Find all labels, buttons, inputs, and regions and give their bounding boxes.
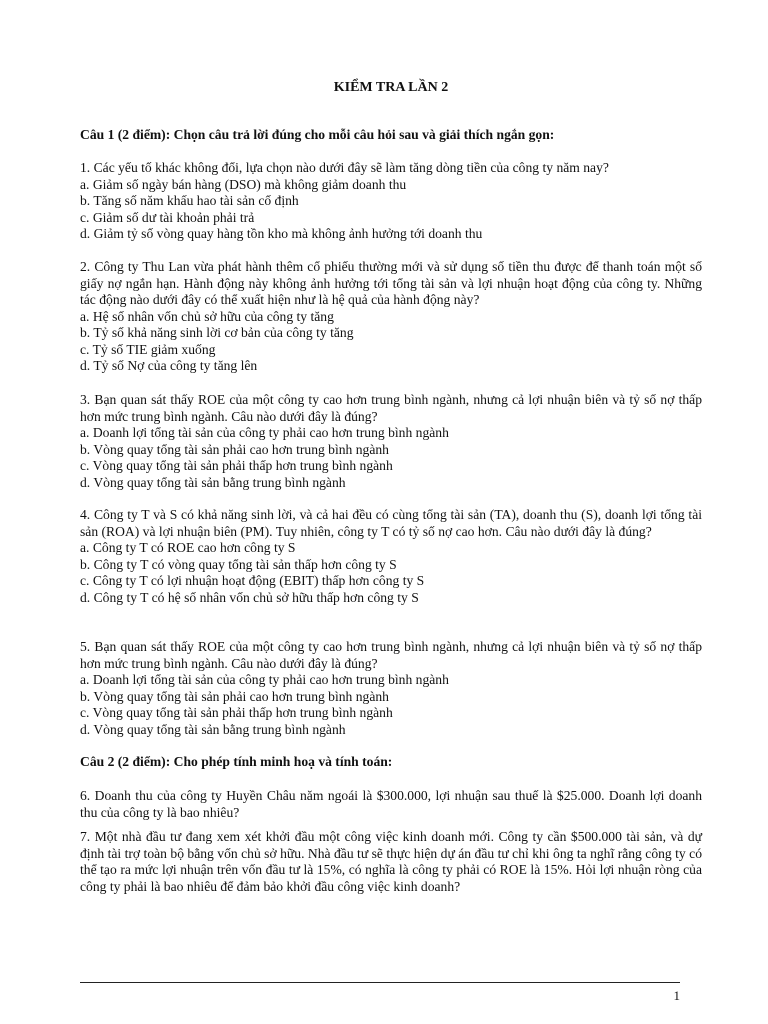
option-d: d. Vòng quay tổng tài sản bằng trung bình ngành <box>80 721 346 737</box>
option-c: c. Tỷ số TIE giảm xuống <box>80 341 216 357</box>
option-a: a. Doanh lợi tổng tài sản của công ty phải cao hơn trung bình ngành <box>80 425 449 440</box>
option-d: d. Tỷ số Nợ của công ty tăng lên <box>80 358 258 373</box>
option-a: a. Công ty T có ROE cao hơn công ty S <box>80 540 296 555</box>
question-text: 2. Công ty Thu Lan vừa phát hành thêm cổ phiếu thường mới và sử dụng số tiền thu được để thanh toán một số giấy nợ ngắn hạn. Hành động này không ảnh hưởng tới tổng tài sản và lợi nhuận hoạt động của công ty. Những tác động nào dưới đây có thể xuất hiện như là hệ quả của hành động này? <box>80 259 702 307</box>
question-2 <box>80 259 702 375</box>
question-5 <box>80 639 702 738</box>
document-title: KIỂM TRA LẦN 2 <box>333 80 449 95</box>
section-heading-2: Câu 2 (2 điểm): Cho phép tính minh hoạ và tính toán: <box>80 754 393 769</box>
option-c: c. Vòng quay tổng tài sản phải thấp hơn trung bình ngành <box>80 705 393 720</box>
question-6 <box>80 788 702 821</box>
option-b: b. Tăng số năm khấu hao tài sản cố định <box>80 193 299 208</box>
question-7 <box>80 829 702 895</box>
question-text: 6. Doanh thu của công ty Huyền Châu năm ngoái là $300.000, lợi nhuận sau thuế là $25.000. Doanh lợi doanh thu của công ty là bao nhiêu? <box>80 788 702 820</box>
option-c: c. Giảm số dư tài khoản phải trả <box>80 209 255 225</box>
question-1 <box>80 160 702 243</box>
option-a: a. Giảm số ngày bán hàng (DSO) mà không giảm doanh thu <box>80 176 407 192</box>
question-text: 7. Một nhà đầu tư đang xem xét khởi đầu một công việc kinh doanh mới. Công ty cần $500.000 tài sản, và dự định tài trợ toàn bộ bằng vốn chủ sở hữu. Nhà đầu tư sẽ thực hiện dự án đầu tư chỉ khi ông ta nghĩ rằng công ty có thể tạo ra mức lợi nhuận trên vốn đầu tư là 15%, có nghĩa là công ty phải có ROE là 15%. Hỏi lợi nhuận ròng của công ty phải là bao nhiêu để đảm bảo khởi đầu công việc kinh doanh? <box>80 829 702 894</box>
option-a: a. Doanh lợi tổng tài sản của công ty phải cao hơn trung bình ngành <box>80 672 449 687</box>
question-text: 1. Các yếu tố khác không đổi, lựa chọn nào dưới đây sẽ làm tăng dòng tiền của công ty năm nay? <box>80 160 609 175</box>
question-text: 5. Bạn quan sát thấy ROE của một công ty cao hơn trung bình ngành, nhưng cả lợi nhuận biên và tỷ số nợ thấp hơn mức trung bình ngành. Câu nào dưới đây là đúng? <box>80 639 702 671</box>
question-text: 3. Bạn quan sát thấy ROE của một công ty cao hơn trung bình ngành, nhưng cả lợi nhuận biên và tỷ số nợ thấp hơn mức trung bình ngành. Câu nào dưới đây là đúng? <box>80 392 702 424</box>
option-d: d. Công ty T có hệ số nhân vốn chủ sở hữu thấp hơn công ty S <box>80 589 419 605</box>
option-b: b. Vòng quay tổng tài sản phải cao hơn trung bình ngành <box>80 441 389 457</box>
option-d: d. Vòng quay tổng tài sản bằng trung bình ngành <box>80 474 346 490</box>
document-page <box>80 0 702 1024</box>
section-heading-1: Câu 1 (2 điểm): Chọn câu trả lời đúng cho mỗi câu hỏi sau và giải thích ngắn gọn: <box>80 127 555 142</box>
page-number: 1 <box>673 988 680 1003</box>
option-c: c. Công ty T có lợi nhuận hoạt động (EBIT) thấp hơn công ty S <box>80 573 425 588</box>
option-b: b. Công ty T có vòng quay tổng tài sản thấp hơn công ty S <box>80 556 397 572</box>
option-a: a. Hệ số nhân vốn chủ sở hữu của công ty tăng <box>80 308 334 324</box>
question-3 <box>80 392 702 491</box>
option-d: d. Giảm tỷ số vòng quay hàng tồn kho mà không ảnh hưởng tới doanh thu <box>80 226 483 241</box>
option-c: c. Vòng quay tổng tài sản phải thấp hơn trung bình ngành <box>80 458 393 473</box>
footer-divider <box>80 982 680 983</box>
option-b: b. Tỷ số khả năng sinh lời cơ bản của công ty tăng <box>80 325 354 340</box>
option-b: b. Vòng quay tổng tài sản phải cao hơn trung bình ngành <box>80 688 389 704</box>
question-text: 4. Công ty T và S có khả năng sinh lời, và cả hai đều có cùng tổng tài sản (TA), doanh thu (S), doanh lợi tổng tài sản (ROA) và lợi nhuận biên (PM). Tuy nhiên, công ty T có tỷ số nợ cao hơn. Câu nào dưới đây là đúng? <box>80 507 702 539</box>
question-4 <box>80 507 702 606</box>
